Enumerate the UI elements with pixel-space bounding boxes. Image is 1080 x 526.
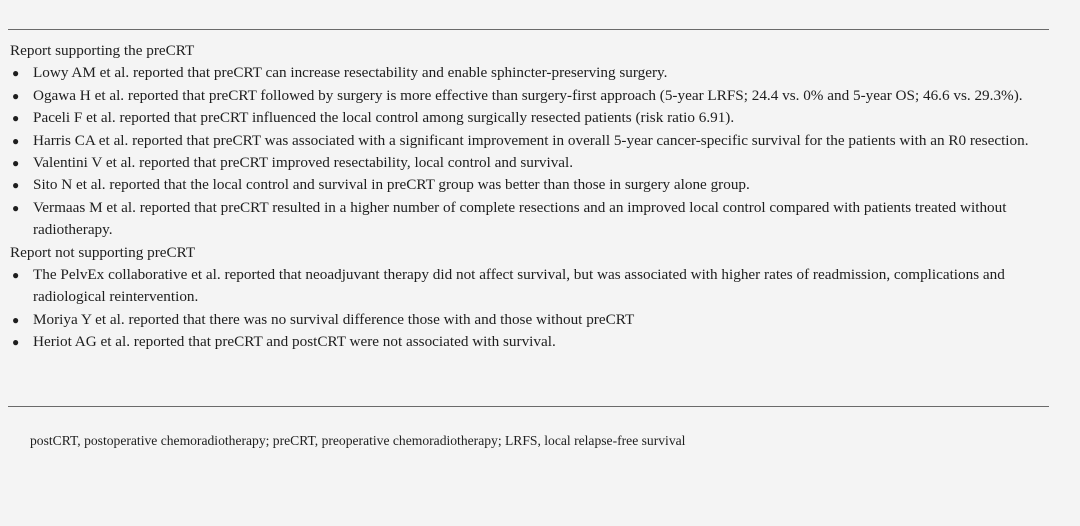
bullet-icon: ● [12, 111, 20, 126]
bullet-icon: ● [12, 133, 20, 148]
list-item-text: Moriya Y et al. reported that there was no survival difference those with and those without preCRT [33, 310, 635, 328]
bullet-icon: ● [12, 335, 20, 350]
supporting-list [10, 62, 1046, 241]
not-supporting-list [10, 264, 1046, 354]
bullet-icon: ● [12, 156, 20, 171]
list-item [10, 85, 1046, 107]
list-item [10, 264, 1046, 309]
section-heading-not-supporting: Report not supporting preCRT [10, 243, 196, 261]
table-body [10, 40, 1046, 354]
list-item-text: Lowy AM et al. reported that preCRT can increase resectability and enable sphincter-preserving surgery. [33, 64, 668, 82]
bullet-icon: ● [12, 88, 20, 103]
list-item-text: Ogawa H et al. reported that preCRT followed by surgery is more effective than surgery-first approach (5-year LRFS; 24.4 vs. 0% and 5-year OS; 46.6 vs. 29.3%). [33, 86, 1023, 104]
list-item-text: Paceli F et al. reported that preCRT influenced the local control among surgically resected patients (risk ratio 6.91). [33, 109, 735, 127]
list-item-text: Heriot AG et al. reported that preCRT and postCRT were not associated with survival. [33, 333, 556, 351]
list-item [10, 331, 1046, 353]
section-heading-supporting: Report supporting the preCRT [10, 42, 195, 59]
bullet-icon: ● [12, 178, 20, 193]
list-item-text: The PelvEx collaborative et al. reported that neoadjuvant therapy did not affect survival, but was associated with higher rates of readmission, complications and radiological reintervention. [33, 266, 1005, 306]
list-item [10, 309, 1046, 331]
list-item-text: Harris CA et al. reported that preCRT was associated with a significant improvement in overall 5-year cancer-specific survival for the patients with an R0 resection. [33, 131, 1029, 149]
list-item [10, 130, 1046, 152]
list-item [10, 152, 1046, 174]
top-rule [8, 29, 1049, 30]
list-item-text: Vermaas M et al. reported that preCRT resulted in a higher number of complete resections and an improved local control compared with patients treated without radiotherapy. [33, 198, 1007, 239]
bullet-icon: ● [12, 200, 20, 215]
bullet-icon: ● [12, 66, 20, 81]
bullet-icon: ● [12, 312, 20, 327]
list-item-text: Valentini V et al. reported that preCRT improved resectability, local control and survival. [33, 154, 574, 172]
list-item-text: Sito N et al. reported that the local control and survival in preCRT group was better than those in surgery alone group. [33, 176, 750, 194]
bullet-icon: ● [12, 268, 20, 283]
list-item [10, 62, 1046, 84]
list-item [10, 174, 1046, 196]
list-item [10, 107, 1046, 129]
list-item [10, 197, 1046, 242]
table-footnote: postCRT, postoperative chemoradiotherapy; preCRT, preoperative chemoradiotherapy; LRFS, local relapse-free survival [30, 432, 686, 448]
bottom-rule [8, 406, 1049, 407]
